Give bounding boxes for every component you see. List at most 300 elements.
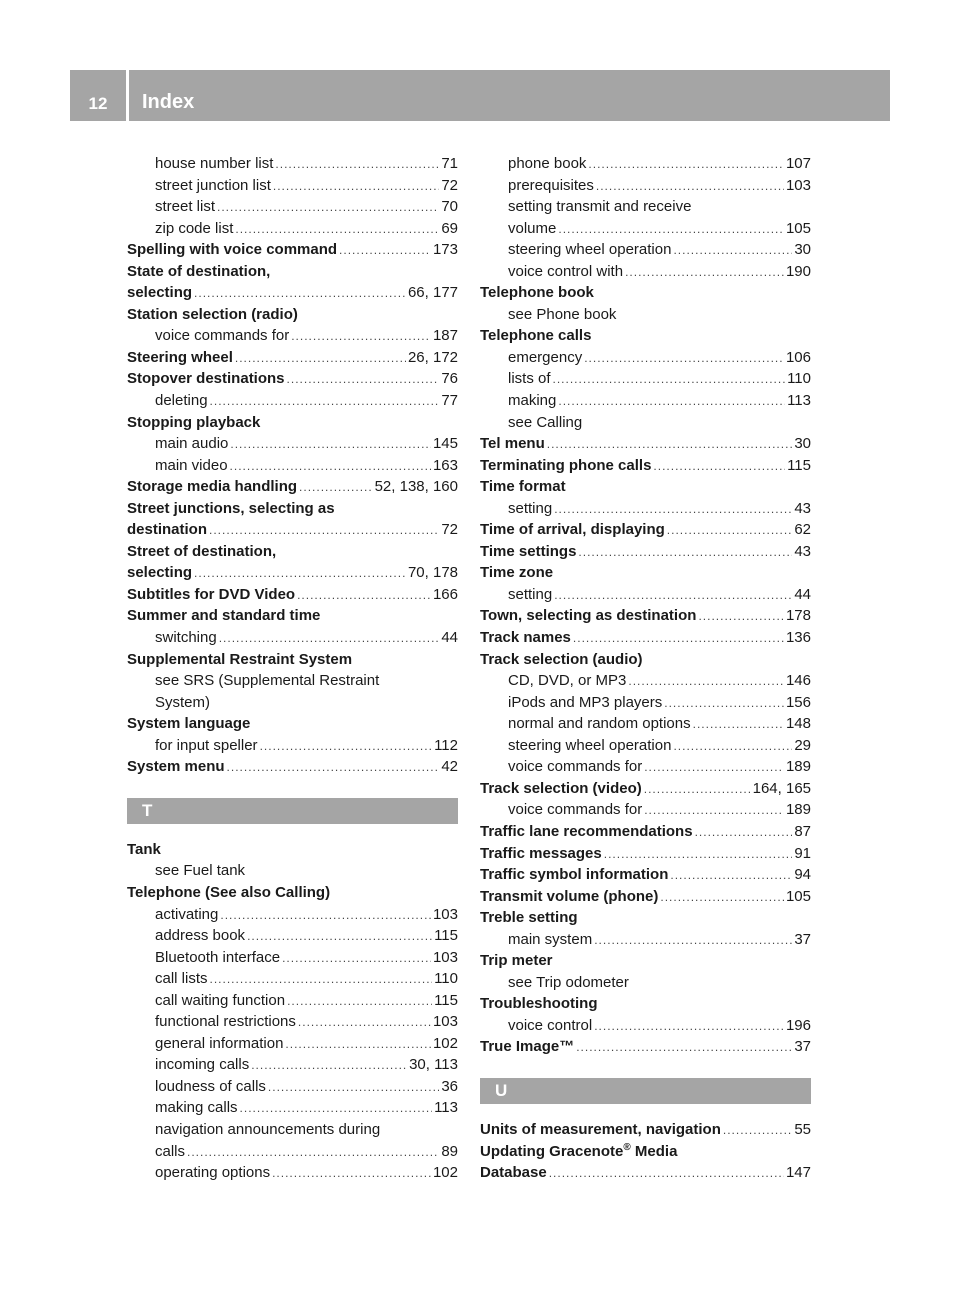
dot-leader [287, 369, 440, 391]
entry-term: Trip meter [480, 952, 553, 970]
page-reference: 37 [794, 930, 811, 948]
index-entry [480, 907, 811, 929]
dot-leader [553, 369, 786, 391]
index-subentry [127, 325, 458, 347]
entry-term: making calls [155, 1099, 238, 1117]
dot-leader [653, 456, 785, 478]
index-subentry [127, 1033, 458, 1055]
page-reference: 91 [794, 844, 811, 862]
entry-term: call lists [155, 970, 208, 988]
page-reference: 70 [441, 198, 458, 216]
page-reference: 115 [434, 991, 458, 1009]
dot-leader [209, 520, 439, 542]
dot-leader [547, 434, 793, 456]
index-entry [127, 239, 458, 261]
dot-leader [549, 1163, 784, 1185]
entry-term: Time settings [480, 542, 577, 560]
index-subentry [127, 968, 458, 990]
index-entry [480, 541, 811, 563]
page-reference: 189 [785, 758, 811, 776]
index-subentry [127, 1119, 458, 1141]
index-subentry [480, 972, 811, 994]
page-header [70, 70, 890, 121]
entry-term: Stopping playback [127, 413, 261, 431]
page-reference: 103 [432, 948, 458, 966]
index-entry [127, 368, 458, 390]
page-reference: 69 [441, 219, 458, 237]
dot-leader [554, 499, 792, 521]
entry-term: Track selection (audio) [480, 650, 643, 668]
dot-leader [558, 219, 784, 241]
entry-term: steering wheel operation [508, 241, 672, 259]
page-reference: 102 [432, 1164, 458, 1182]
entry-term: main video [155, 456, 228, 474]
page-reference: 62 [794, 521, 811, 539]
index-column-right [480, 153, 811, 1184]
page-reference: 145 [432, 435, 458, 453]
index-entry [480, 821, 811, 843]
dot-leader [235, 348, 406, 370]
page-reference: 71 [441, 155, 458, 172]
entry-term: Storage media handling [127, 478, 298, 496]
section-header-u: U [480, 1078, 811, 1104]
index-entry [127, 882, 458, 904]
page-reference: 113 [787, 392, 811, 410]
dot-leader [660, 887, 784, 909]
page-reference: 37 [794, 1038, 811, 1056]
page-reference: 76 [441, 370, 458, 388]
entry-term: Town, selecting as destination [480, 607, 697, 625]
entry-term: selecting [127, 284, 193, 302]
page-number: 12 [88, 94, 108, 113]
entry-term: incoming calls [155, 1056, 250, 1074]
entry-term: address book [155, 927, 246, 945]
index-entry [127, 584, 458, 606]
dot-leader [217, 197, 439, 219]
page-reference: 42 [441, 758, 458, 776]
index-subentry [127, 1141, 458, 1163]
page-reference: 110 [434, 970, 458, 988]
index-entry [127, 412, 458, 434]
header-divider [126, 70, 129, 121]
index-subentry [127, 735, 458, 757]
index-subentry [480, 261, 811, 283]
entry-term: Terminating phone calls [480, 456, 652, 474]
entry-term: Telephone calls [480, 327, 592, 345]
entry-term: deleting [155, 392, 208, 410]
entry-term: System menu [127, 758, 225, 776]
entry-term: Time of arrival, displaying [480, 521, 665, 539]
index-subentry [127, 1011, 458, 1033]
entry-term: Database [480, 1164, 547, 1182]
entry-term: Track selection (video) [480, 779, 642, 797]
index-subentry [480, 153, 811, 175]
page-reference: 147 [785, 1164, 811, 1182]
index-entry [480, 1141, 811, 1163]
index-subentry [480, 412, 811, 434]
dot-leader [594, 930, 792, 952]
index-subentry [480, 196, 811, 218]
index-subentry [127, 692, 458, 714]
page-reference: 70, 178 [407, 564, 458, 582]
page-reference: 113 [434, 1099, 458, 1117]
index-subentry [480, 304, 811, 326]
entry-term: Traffic lane recommendations [480, 822, 693, 840]
dot-leader [194, 563, 406, 585]
page-reference: 87 [794, 822, 811, 840]
dot-leader [287, 991, 432, 1013]
dot-leader [298, 1012, 431, 1034]
dot-leader [247, 926, 432, 948]
entry-term: call waiting function [155, 991, 286, 1009]
page-reference: 26, 172 [407, 348, 458, 366]
entry-term: Traffic messages [480, 844, 602, 862]
entry-term: CD, DVD, or MP3 [508, 672, 627, 690]
dot-leader [230, 434, 431, 456]
entry-term: True Image™ [480, 1038, 575, 1056]
entry-term: operating options [155, 1164, 271, 1182]
index-entry [127, 756, 458, 778]
entry-term: voice commands for [155, 327, 290, 345]
entry-term: Units of measurement, navigation [480, 1120, 721, 1138]
page-reference: 55 [794, 1120, 811, 1138]
entry-term: main audio [155, 435, 229, 453]
page-reference: 44 [441, 629, 458, 647]
index-entry [480, 950, 811, 972]
page-reference: 94 [794, 866, 811, 884]
index-subentry [127, 1162, 458, 1184]
page-reference: 196 [785, 1016, 811, 1034]
index-entry [127, 476, 458, 498]
entry-term: house number list [155, 155, 274, 172]
dot-leader [297, 585, 431, 607]
index-subentry [480, 692, 811, 714]
entry-term: Street junctions, selecting as [127, 499, 335, 517]
page-reference: 52, 138, 160 [374, 478, 458, 496]
entry-term: voice commands for [508, 758, 643, 776]
dot-leader [554, 585, 792, 607]
dot-leader [339, 240, 431, 262]
index-subentry [480, 390, 811, 412]
page-reference: 115 [787, 456, 811, 474]
index-subentry [127, 860, 458, 882]
entry-term: System) [155, 693, 211, 711]
entry-term: Time zone [480, 564, 554, 582]
entry-term: volume [508, 219, 557, 237]
dot-leader [210, 391, 440, 413]
index-entry [480, 562, 811, 584]
dot-leader [194, 283, 406, 305]
entry-term: Tank [127, 840, 161, 858]
entry-term: Troubleshooting [480, 995, 598, 1013]
index-entry [480, 282, 811, 304]
entry-term: general information [155, 1034, 284, 1052]
dot-leader [220, 905, 431, 927]
page-title: Index [142, 91, 195, 113]
index-subentry [127, 175, 458, 197]
page-reference: 187 [432, 327, 458, 345]
index-entry [480, 1036, 811, 1058]
page-reference: 148 [785, 715, 811, 733]
page-reference: 30 [794, 435, 811, 453]
dot-leader [219, 628, 440, 650]
dot-leader [670, 865, 792, 887]
entry-term: see SRS (Supplemental Restraint [155, 672, 380, 690]
page-reference: 105 [785, 219, 811, 237]
index-subentry [127, 153, 458, 175]
index-entry [480, 605, 811, 627]
dot-leader [285, 1034, 431, 1056]
entry-term: switching [155, 629, 217, 647]
entry-term: see Phone book [508, 305, 617, 323]
index-subentry [127, 455, 458, 477]
page-reference: 89 [441, 1142, 458, 1160]
dot-leader [235, 219, 439, 241]
index-entry [480, 864, 811, 886]
entry-term: Traffic symbol information [480, 866, 669, 884]
entry-term: Telephone book [480, 284, 594, 302]
entry-term: loudness of calls [155, 1077, 266, 1095]
dot-leader [644, 779, 751, 801]
page-reference: 103 [432, 905, 458, 923]
dot-leader [251, 1055, 407, 1077]
index-entry [127, 282, 458, 304]
page-reference: 107 [785, 155, 811, 172]
dot-leader [558, 391, 785, 413]
dot-leader [604, 844, 793, 866]
entry-term: Updating Gracenote® Media [480, 1141, 678, 1160]
page-reference: 173 [432, 241, 458, 259]
entry-term: Time format [480, 478, 566, 496]
index-subentry [127, 670, 458, 692]
entry-term: steering wheel operation [508, 736, 672, 754]
dot-leader [210, 969, 433, 991]
index-subentry [480, 584, 811, 606]
page-reference: 66, 177 [407, 284, 458, 302]
page-reference: 72 [441, 176, 458, 194]
dot-leader [588, 154, 784, 176]
dot-leader [576, 1037, 792, 1059]
index-subentry [480, 756, 811, 778]
entry-term: System language [127, 715, 251, 733]
page-reference: 112 [434, 736, 458, 754]
index-entry [127, 713, 458, 735]
index-subentry [127, 390, 458, 412]
entry-term: Street of destination, [127, 542, 277, 560]
index-subentry [480, 239, 811, 261]
entry-term: Telephone (See also Calling) [127, 883, 331, 901]
entry-term: Track names [480, 629, 571, 647]
section-header-t: T [127, 798, 458, 824]
dot-leader [584, 348, 784, 370]
dot-leader [272, 1163, 431, 1185]
index-subentry [480, 713, 811, 735]
dot-leader [723, 1120, 792, 1142]
dot-leader [596, 176, 784, 198]
index-entry [480, 476, 811, 498]
index-entry [127, 541, 458, 563]
index-subentry [127, 947, 458, 969]
index-subentry [127, 627, 458, 649]
entry-term: destination [127, 521, 208, 539]
index-entry [127, 261, 458, 283]
entry-term: Subtitles for DVD Video [127, 585, 296, 603]
entry-term: main system [508, 930, 593, 948]
dot-leader [698, 606, 784, 628]
index-entry [127, 304, 458, 326]
page-reference: 146 [785, 672, 811, 690]
dot-leader [291, 326, 431, 348]
page-reference: 106 [785, 348, 811, 366]
index-subentry [127, 925, 458, 947]
index-subentry [127, 904, 458, 926]
index-subentry [127, 1097, 458, 1119]
entry-term: voice control [508, 1016, 593, 1034]
entry-term: State of destination, [127, 262, 271, 280]
index-entry [480, 843, 811, 865]
entry-term: street list [155, 198, 216, 216]
page-reference: 164, 165 [752, 779, 811, 797]
index-subentry [127, 218, 458, 240]
dot-leader [573, 628, 784, 650]
index-entry [127, 347, 458, 369]
dot-leader [625, 262, 784, 284]
index-subentry [480, 347, 811, 369]
dot-leader [664, 693, 784, 715]
page-reference: 43 [794, 499, 811, 517]
page-reference: 190 [785, 262, 811, 280]
entry-term: setting [508, 499, 553, 517]
entry-term: calls [155, 1142, 186, 1160]
index-entry [480, 1119, 811, 1141]
entry-term: Steering wheel [127, 348, 233, 366]
entry-term: see Fuel tank [155, 862, 246, 880]
entry-term: see Trip odometer [508, 973, 629, 991]
entry-term: lists of [508, 370, 551, 388]
page-reference: 136 [785, 629, 811, 647]
index-subentry [480, 498, 811, 520]
index-entry [127, 839, 458, 861]
dot-leader [695, 822, 793, 844]
page-reference: 103 [432, 1013, 458, 1031]
page-reference: 36 [441, 1077, 458, 1095]
entry-term: functional restrictions [155, 1013, 296, 1031]
entry-term: Treble setting [480, 909, 578, 927]
index-subentry [480, 929, 811, 951]
index-subentry [480, 735, 811, 757]
page-reference: 163 [432, 456, 458, 474]
index-entry [480, 1162, 811, 1184]
dot-leader [282, 948, 431, 970]
index-subentry [127, 1076, 458, 1098]
index-subentry [127, 433, 458, 455]
dot-leader [628, 671, 784, 693]
dot-leader [260, 736, 433, 758]
index-entry [480, 778, 811, 800]
page-reference: 156 [785, 693, 811, 711]
index-entry [127, 562, 458, 584]
entry-term: setting transmit and receive [508, 198, 692, 216]
entry-term: normal and random options [508, 715, 691, 733]
entry-term: prerequisites [508, 176, 594, 194]
index-entry [127, 498, 458, 520]
page-reference: 178 [785, 607, 811, 625]
entry-term: for input speller [155, 736, 258, 754]
index-entry [127, 649, 458, 671]
index-entry [480, 993, 811, 1015]
index-subentry [480, 218, 811, 240]
page-reference: 110 [787, 370, 811, 388]
entry-term: emergency [508, 348, 583, 366]
entry-term: Spelling with voice command [127, 241, 338, 259]
dot-leader [268, 1077, 439, 1099]
index-subentry [480, 670, 811, 692]
page-reference: 115 [434, 927, 458, 945]
page-reference: 30, 113 [409, 1056, 458, 1074]
dot-leader [673, 240, 792, 262]
index-entry [480, 325, 811, 347]
index-subentry [127, 196, 458, 218]
dot-leader [644, 757, 784, 779]
index-entry [480, 433, 811, 455]
entry-term: Summer and standard time [127, 607, 321, 625]
dot-leader [230, 456, 431, 478]
page-reference: 102 [432, 1034, 458, 1052]
entry-term: activating [155, 905, 219, 923]
page-reference: 166 [432, 585, 458, 603]
index-entry [127, 605, 458, 627]
page-reference: 29 [794, 736, 811, 754]
entry-term: making [508, 392, 557, 410]
dot-leader [594, 1016, 784, 1038]
dot-leader [673, 736, 792, 758]
page-reference: 189 [785, 801, 811, 819]
entry-term: selecting [127, 564, 193, 582]
index-subentry [127, 990, 458, 1012]
index-subentry [480, 1015, 811, 1037]
page-reference: 44 [794, 585, 811, 603]
entry-term: navigation announcements during [155, 1120, 381, 1138]
entry-term: street junction list [155, 176, 271, 194]
dot-leader [667, 520, 793, 542]
entry-term: Tel menu [480, 435, 545, 453]
page-reference: 43 [794, 542, 811, 560]
entry-term: setting [508, 585, 553, 603]
dot-leader [578, 542, 792, 564]
index-subentry [127, 1054, 458, 1076]
index-subentry [480, 175, 811, 197]
index-entry [480, 886, 811, 908]
entry-term: Transmit volume (phone) [480, 887, 659, 905]
dot-leader [644, 800, 784, 822]
dot-leader [227, 757, 440, 779]
page-reference: 103 [785, 176, 811, 194]
dot-leader [240, 1098, 433, 1120]
entry-term: Bluetooth interface [155, 948, 281, 966]
index-column-left [127, 153, 458, 1184]
index-entry [480, 455, 811, 477]
entry-term: Station selection (radio) [127, 305, 298, 323]
entry-term: iPods and MP3 players [508, 693, 663, 711]
entry-term: Supplemental Restraint System [127, 650, 353, 668]
dot-leader [693, 714, 784, 736]
index-subentry [480, 368, 811, 390]
page-reference: 30 [794, 241, 811, 259]
entry-term: voice commands for [508, 801, 643, 819]
dot-leader [299, 477, 373, 499]
dot-leader [187, 1142, 439, 1164]
page-reference: 72 [441, 521, 458, 539]
